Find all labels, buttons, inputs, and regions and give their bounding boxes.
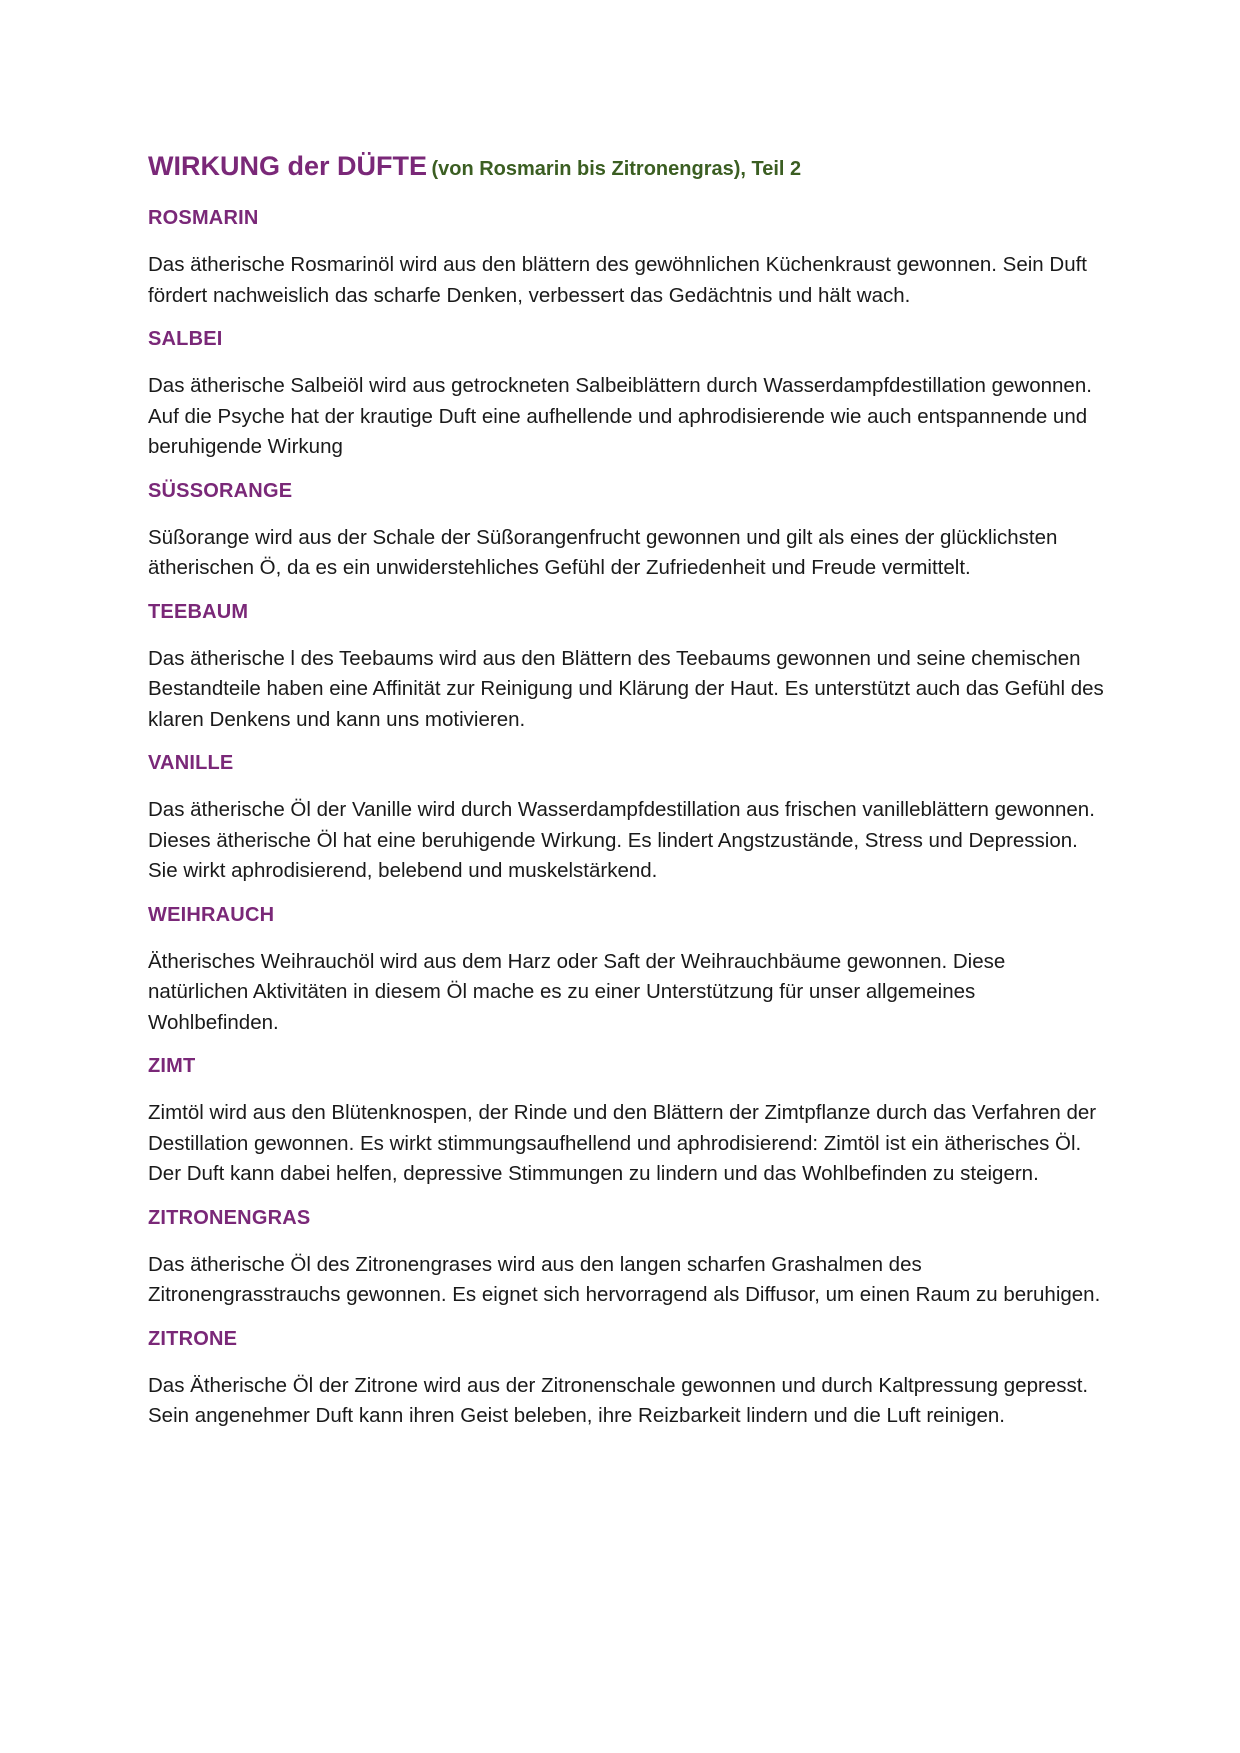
section-zitronengras	[148, 1203, 1108, 1311]
section-body: Das ätherische Öl des Zitronengrases wird aus den langen scharfen Grashalmen des Zitronengrasstrauchs gewonnen. Es eignet sich hervorragend als Diffusor, um einen Raum zu beruhigen.	[148, 1252, 1101, 1306]
section-body: Süßorange wird aus der Schale der Süßorangenfrucht gewonnen und gilt als eines der glücklichsten ätherischen Ö, da es ein unwiderstehliches Gefühl der Zufriedenheit und Freude vermittelt.	[148, 525, 1058, 579]
section-body: Zimtöl wird aus den Blütenknospen, der Rinde und den Blättern der Zimtpflanze durch das Verfahren der Destillation gewonnen. Es wirkt stimmungsaufhellend und aphrodisierend: Zimtöl ist ein ätherisches Öl. Der Duft kann dabei helfen, depressive Stimmungen zu lindern und das Wohlbefinden zu steigern.	[148, 1101, 1097, 1185]
section-suessorange	[148, 476, 1108, 584]
section-body: Das Ätherische Öl der Zitrone wird aus der Zitronenschale gewonnen und durch Kaltpressung gepresst. Sein angenehmer Duft kann ihren Geist beleben, ihre Reizbarkeit lindern und die Luft reinigen.	[148, 1373, 1089, 1427]
section-salbei	[148, 324, 1108, 463]
section-body: Das ätherische Salbeiöl wird aus getrockneten Salbeiblättern durch Wasserdampfdestillation gewonnen. Auf die Psyche hat der krautige Duft eine aufhellende und aphrodisierende wie auch entspannende und beruhigende Wirkung	[148, 374, 1092, 458]
section-heading: WEIHRAUCH	[148, 903, 275, 926]
section-zimt	[148, 1051, 1108, 1190]
section-heading: SALBEI	[148, 328, 223, 350]
section-heading: ZIMT	[148, 1055, 196, 1077]
title-subtitle: (von Rosmarin bis Zitronengras), Teil 2	[431, 158, 802, 180]
section-vanille	[148, 748, 1108, 887]
section-heading: TEEBAUM	[148, 600, 249, 623]
title-main: WIRKUNG der DÜFTE	[148, 151, 427, 181]
section-heading: ROSMARIN	[148, 207, 259, 229]
section-body: Das ätherische Rosmarinöl wird aus den blättern des gewöhnlichen Küchenkraust gewonnen. Sein Duft fördert nachweislich das scharfe Denken, verbessert das Gedächtnis und hält wach.	[148, 253, 1087, 307]
section-body: Ätherisches Weihrauchöl wird aus dem Harz oder Saft der Weihrauchbäume gewonnen. Diese natürlichen Aktivitäten in diesem Öl mache es zu einer Unterstützung für unser allgemeines Wohlbefinden.	[148, 949, 1006, 1034]
document-page	[148, 148, 1108, 1445]
section-zitrone	[148, 1324, 1108, 1432]
section-heading: VANILLE	[148, 752, 234, 774]
section-heading: ZITRONENGRAS	[148, 1206, 311, 1229]
document-title	[148, 148, 1108, 189]
section-rosmarin	[148, 203, 1108, 311]
section-heading: ZITRONE	[148, 1327, 238, 1350]
section-heading: SÜSSORANGE	[148, 479, 293, 502]
section-teebaum	[148, 597, 1108, 736]
section-body: Das ätherische l des Teebaums wird aus den Blättern des Teebaums gewonnen und seine chemischen Bestandteile haben eine Affinität zur Reinigung und Klärung der Haut. Es unterstützt auch das Gefühl des klaren Denkens und kann uns motivieren.	[148, 646, 1104, 731]
section-body: Das ätherische Öl der Vanille wird durch Wasserdampfdestillation aus frischen vanilleblättern gewonnen. Dieses ätherische Öl hat eine beruhigende Wirkung. Es lindert Angstzustände, Stress und Depression. Sie wirkt aphrodisierend, belebend und muskelstärkend.	[148, 798, 1095, 882]
section-weihrauch	[148, 900, 1108, 1039]
